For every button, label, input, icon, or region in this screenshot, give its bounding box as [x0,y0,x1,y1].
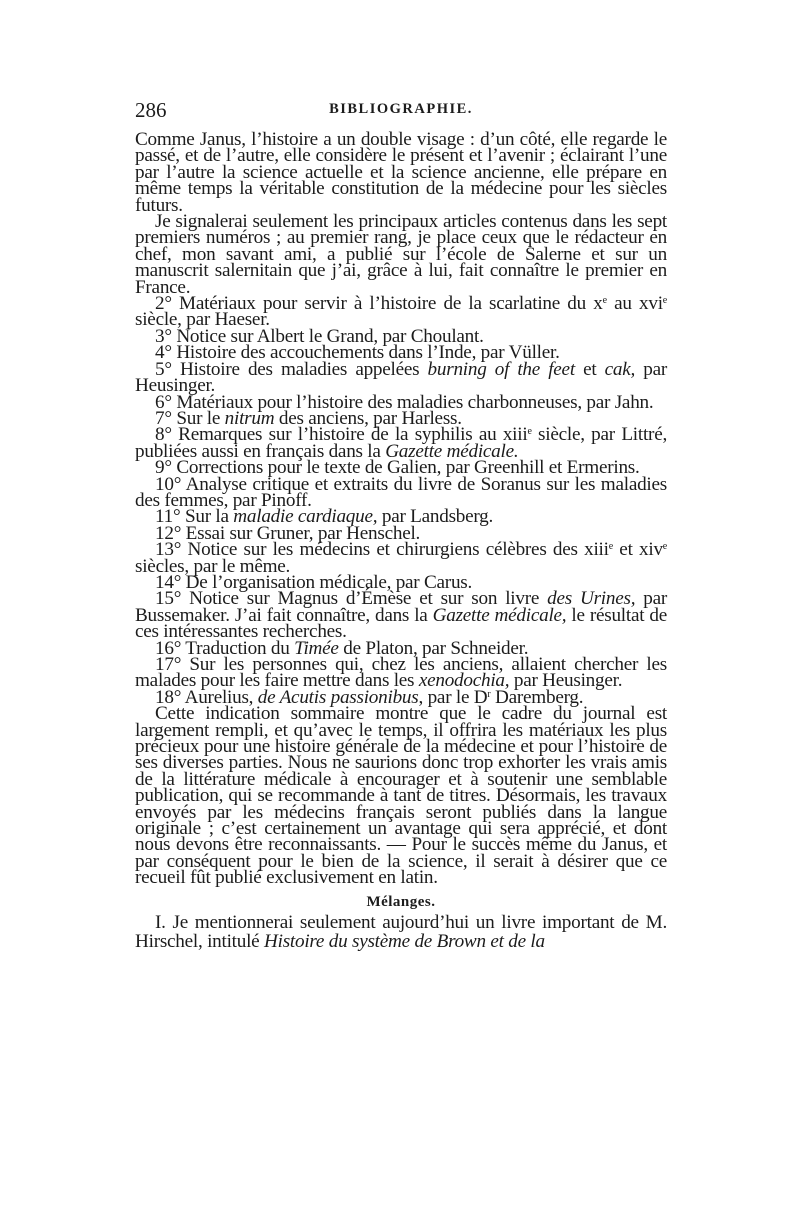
conclusion-paragraph: Cette indication sommaire montre que le cadre du journal est largement rempli, et qu’avec le temps, il offrira les matériaux les plus précieux pour une histoire générale de la médecine et pour l’histoire de ses diverses parties. Nous ne saurions donc trop exhorter les vrais amis de la littérature médicale à encourager et à soutenir une semblable publication, qui se recommande à tant de titres. Désormais, les travaux envoyés par les médecins français seront publiés dans la langue originale ; c’est certainement un avantage qui sera apprécié, et dont nous devons être reconnaissants. — Pour le succès même du Janus, et par conséquent pour le bien de la science, il serait à désirer que ce recueil fût publié exclusivement en latin. [135,703,667,889]
article-item-15: 15° Notice sur Magnus d’Émèse et sur son livre des Urines, par Bussemaker. J’ai fait connaître, dans la Gazette médicale, le résultat de ces intéressantes recherches. [135,588,668,643]
running-head: BIBLIOGRAPHIE. [329,101,473,117]
article-item-13: 13° Notice sur les médecins et chirurgiens célèbres des xiii$^e$ et xiv$^e$ siècles, par le même. [135,539,667,577]
page-header [135,98,667,124]
article-item-2: 2° Matériaux pour servir à l’histoire de la scarlatine du $x^e$ au xvi$^e$ siècle, par Haeser. [135,293,667,331]
intro-paragraph: Comme Janus, l’histoire a un double visage : d’un côté, elle regarde le passé, et de l’autre, elle considère le présent et l’avenir ; éclairant l’une par l’autre la science actuelle et la science ancienne, elle prépare en même temps la véritable constitution de la médecine pour les siècles futurs. [135,129,667,216]
article-item-14: 14° De l’organisation médicale, par Carus. [155,571,473,593]
article-item-5: 5° Histoire des maladies appelées burning of the feet et cak, par Heusinger. [135,358,667,397]
page-number: 286 [135,98,167,122]
article-item-9: 9° Corrections pour le texte de Galien, par Greenhill et Ermerins. [155,457,640,479]
article-item-8: 8° Remarques sur l’histoire de la syphilis au xiii$^e$ siècle, par Littré, publiées aussi en français dans la Gazette médicale. [135,424,668,462]
article-item-11: 11° Sur la maladie cardiaque, par Landsberg. [155,506,494,528]
article-item-12: 12° Essai sur Gruner, par Henschel. [155,522,421,544]
article-item-10: 10° Analyse critique et extraits du livre de Soranus sur les maladies des femmes, par Pinoff. [135,473,667,511]
body-text [135,129,668,952]
article-item-18: 18° Aurelius, de Acutis passionibus, par le $D^r$ Daremberg. [155,686,584,708]
article-item-7: 7° Sur le nitrum des anciens, par Harless. [155,407,462,429]
section-title-melanges: Mélanges. [366,893,436,910]
article-item-3: 3° Notice sur Albert le Grand, par Choulant. [155,325,484,347]
article-item-6: 6° Matériaux pour l’histoire des maladies charbonneuses, par Jahn. [155,391,654,413]
article-item-16: 16° Traduction du Timée de Platon, par Schneider. [155,637,529,659]
intro-paragraph-2: Je signalerai seulement les principaux articles contenus dans les sept premiers numéros ; au premier rang, je place ceux que le rédacteur en chef, mon savant ami, a publié sur l’école de Salerne et sur un manuscrit salernitain que j’ai, grâce à lui, fait connaître le premier en France. [135,211,667,298]
article-item-17: 17° Sur les personnes qui, chez les anciens, allaient chercher les malades pour les faire mettre dans les xenodochia, par Heusinger. [135,654,667,692]
article-item-4: 4° Histoire des accouchements dans l’Inde, par Vüller. [155,342,560,364]
melanges-paragraph: I. Je mentionnerai seulement aujourd’hui un livre important de M. Hirschel, intitulé Histoire du système de Brown et de la [135,911,667,952]
